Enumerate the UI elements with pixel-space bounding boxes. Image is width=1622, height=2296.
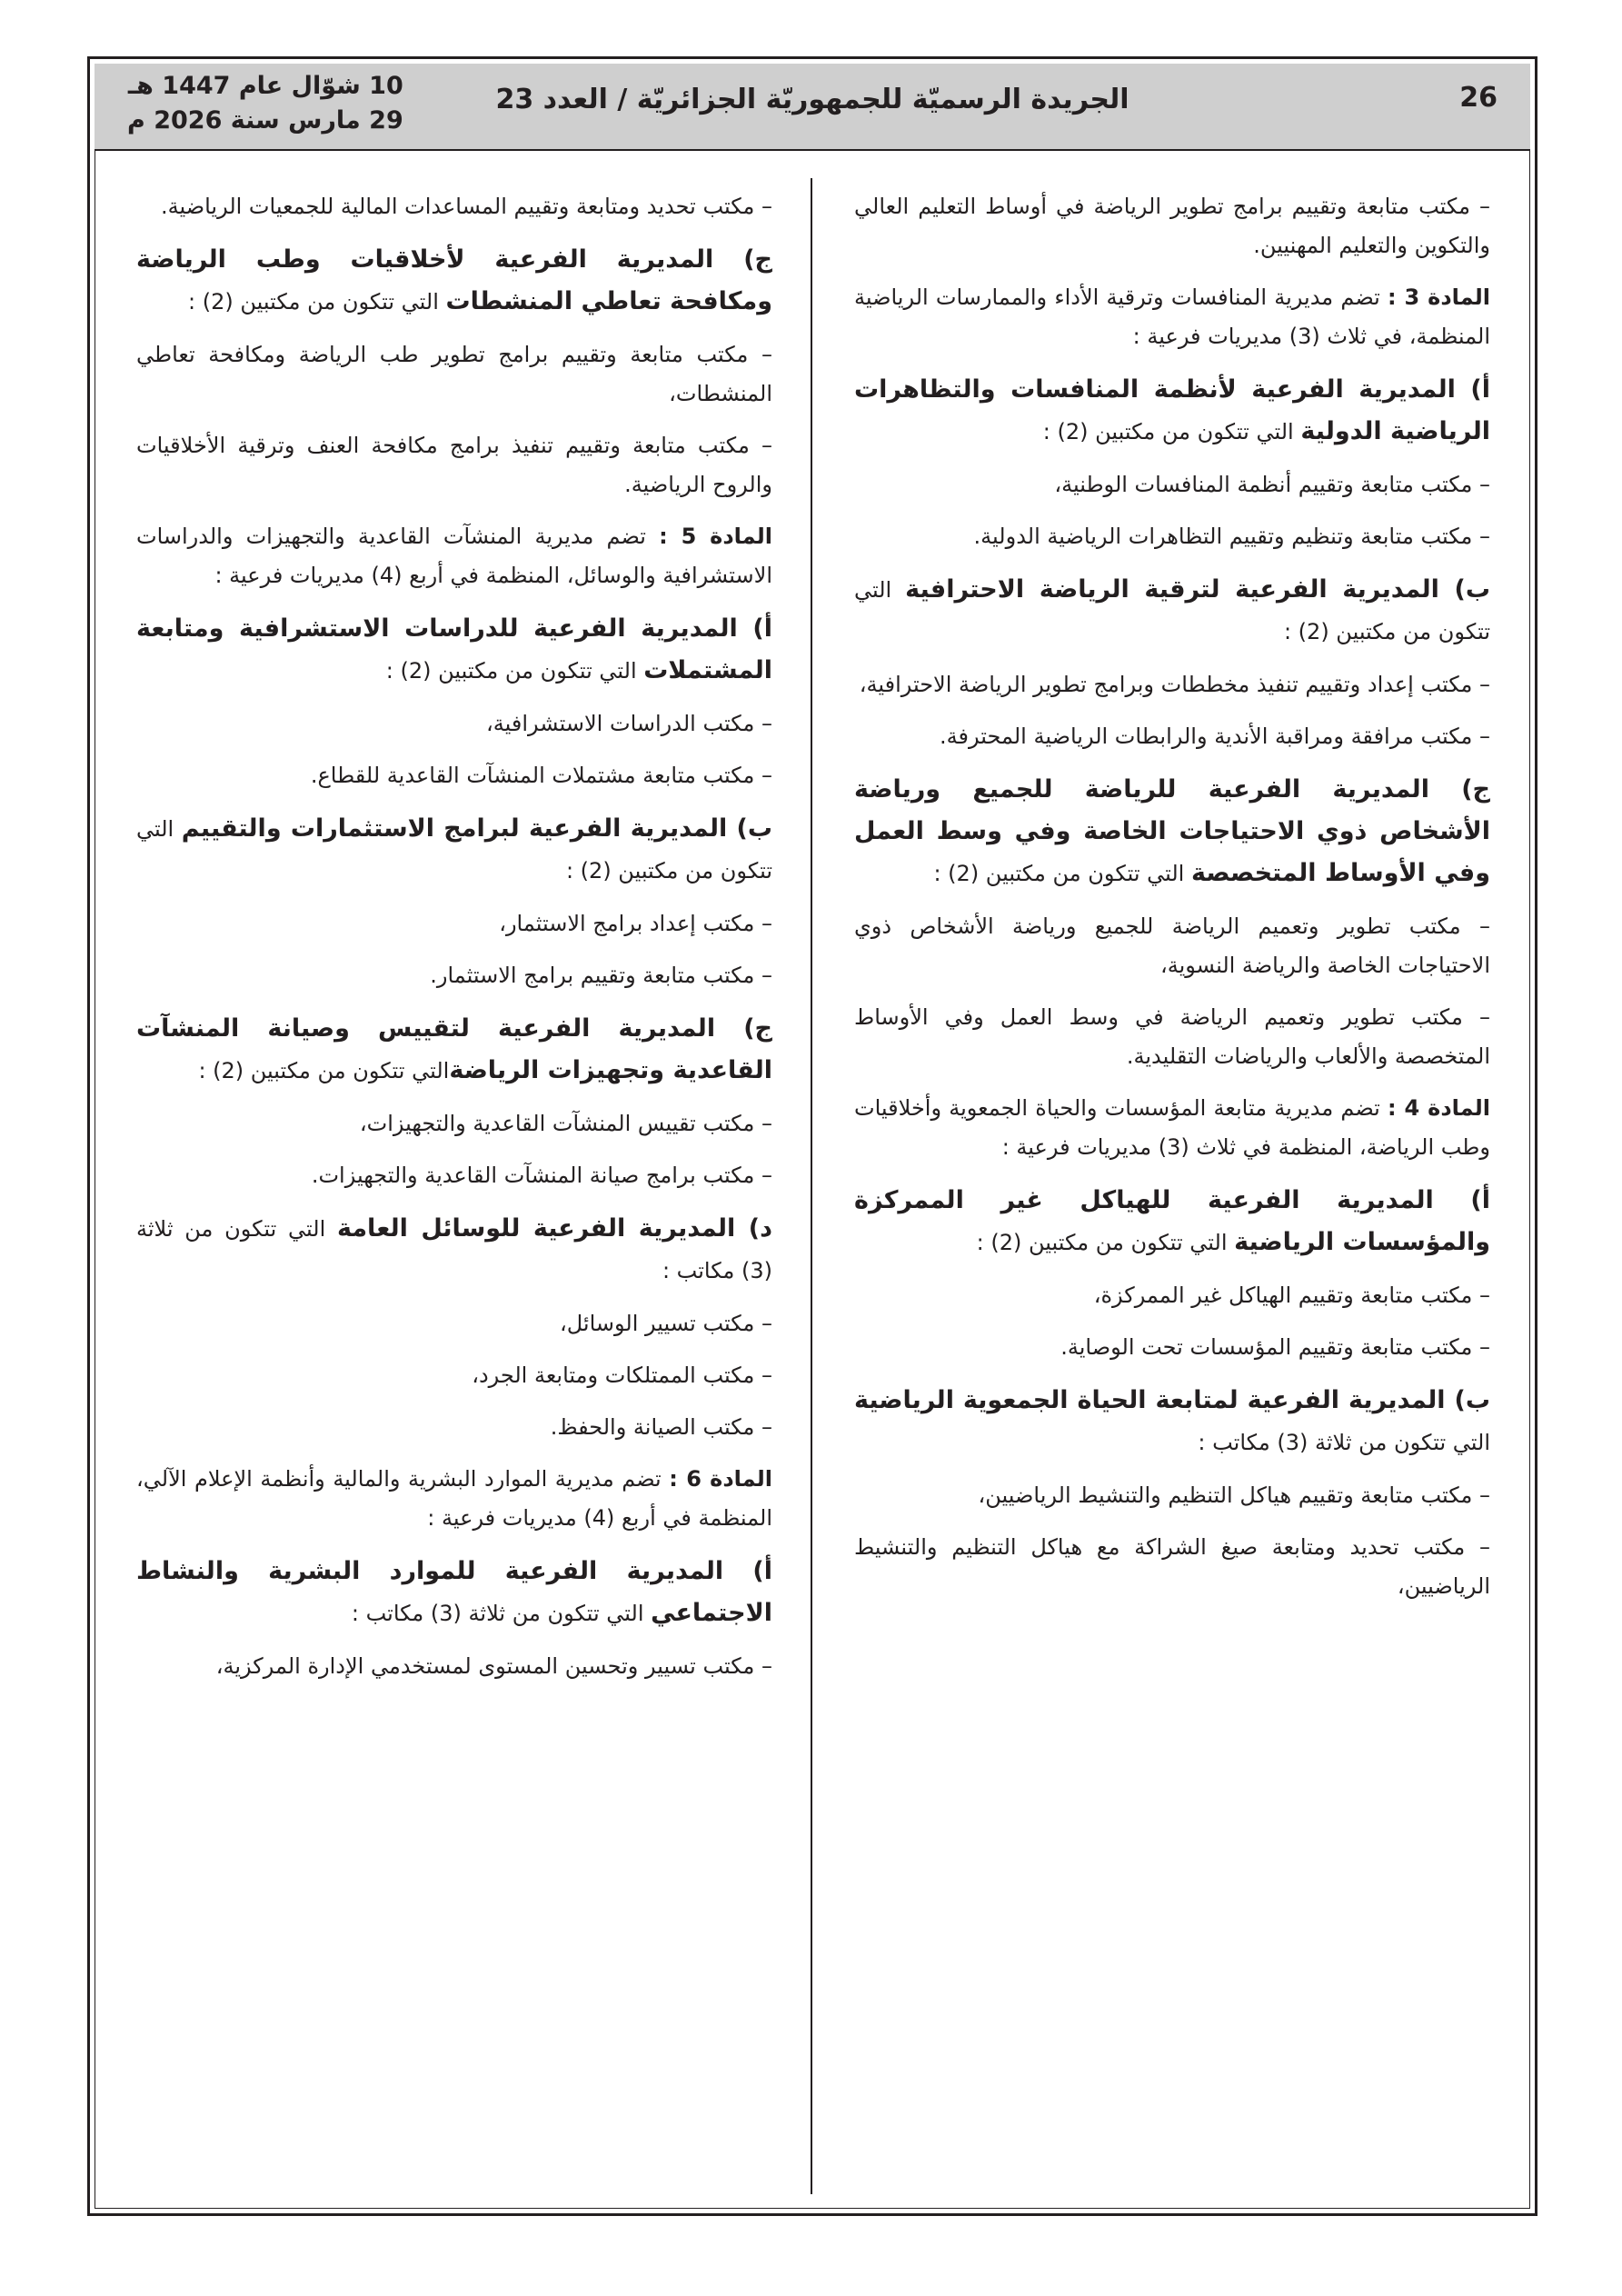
issue-date	[127, 69, 403, 138]
office-item: – مكتب تطوير وتعميم الرياضة للجميع ورياضة الأشخاص ذوي الاحتياجات الخاصة والرياضة النسوية،	[854, 913, 1490, 978]
office-item: – مكتب تحديد ومتابعة صيغ الشراكة مع هياكل التنظيم والتنشيط الرياضيين،	[854, 1534, 1490, 1599]
page-header	[95, 64, 1530, 151]
article-text: تضم مديرية المنافسات وترقية الأداء والممارسات الرياضية المنظمة، في ثلاث (3) مديريات فرعية :	[854, 285, 1490, 349]
sub-directorate-title: أ) المديرية الفرعية لأنظمة المنافسات والتظاهرات الرياضية الدولية	[854, 375, 1490, 445]
office-item: – مكتب متابعة وتقييم المؤسسات تحت الوصاية.	[1060, 1334, 1490, 1360]
article-paragraph	[136, 517, 772, 595]
sub-directorate-composition: التي تتكون من ثلاثة (3) مكاتب :	[1198, 1430, 1490, 1455]
article-label: المادة 3 :	[1388, 285, 1490, 310]
office-item: – مكتب تطوير وتعميم الرياضة في وسط العمل وفي الأوساط المتخصصة والألعاب والرياضات التقليدية.	[854, 1004, 1490, 1069]
sub-directorate-composition: التي تتكون من مكتبين (2) :	[854, 577, 1490, 644]
office-item: – مكتب الممتلكات ومتابعة الجرد،	[472, 1363, 772, 1388]
office-item: – مكتب متابعة وتقييم الهياكل غير الممركزة،	[1093, 1283, 1490, 1308]
sub-directorate-heading	[854, 369, 1490, 453]
sub-directorate-composition: التي تتكون من ثلاثة (3) مكاتب :	[136, 1216, 772, 1283]
journal-title: الجريدة الرسميّة للجمهوريّة الجزائريّة / العدد 23	[495, 84, 1129, 115]
sub-directorate-composition: التي تتكون من مكتبين (2) :	[976, 1230, 1235, 1255]
office-item: – مكتب متابعة وتقييم هياكل التنظيم والتنشيط الرياضيين،	[978, 1482, 1490, 1508]
sub-directorate-heading	[854, 1380, 1490, 1463]
office-item: – مكتب تسيير وتحسين المستوى لمستخدمي الإدارة المركزية،	[215, 1653, 772, 1679]
date-gregorian: 29 مارس سنة 2026 م	[127, 106, 403, 135]
article-text: تضم مديرية الموارد البشرية والمالية وأنظمة الإعلام الآلي، المنظمة في أربع (4) مديريات فرعية :	[136, 1466, 772, 1531]
office-item: – مكتب متابعة مشتملات المنشآت القاعدية للقطاع.	[310, 763, 772, 788]
sub-directorate-title: أ) المديرية الفرعية للموارد البشرية والنشاط الاجتماعي	[136, 1557, 772, 1627]
article-paragraph	[854, 278, 1490, 356]
sub-directorate-title: أ) المديرية الفرعية للهياكل غير الممركزة والمؤسسات الرياضية	[854, 1186, 1490, 1256]
office-item: – مكتب إعداد وتقييم تنفيذ مخططات وبرامج تطوير الرياضة الاحترافية،	[859, 672, 1490, 697]
left-column	[136, 187, 772, 2198]
sub-directorate-composition: التي تتكون من مكتبين (2) :	[1042, 419, 1301, 444]
page-number: 26	[1459, 82, 1498, 114]
article-label: المادة 4 :	[1388, 1095, 1490, 1121]
sub-directorate-title: ب) المديرية الفرعية لترقية الرياضة الاحترافية	[905, 575, 1490, 604]
right-column	[854, 187, 1490, 2198]
office-item: – مكتب برامج صيانة المنشآت القاعدية والتجهيزات.	[311, 1163, 772, 1188]
office-item: – مكتب تقييس المنشآت القاعدية والتجهيزات،	[359, 1111, 772, 1136]
article-paragraph	[854, 1089, 1490, 1167]
article-text: تضم مديرية متابعة المؤسسات والحياة الجمعوية وأخلاقيات وطب الرياضة، المنظمة في ثلاث (3) مديريات فرعية :	[854, 1095, 1490, 1160]
office-item: – مكتب الدراسات الاستشرافية،	[485, 711, 772, 736]
office-item: – مكتب تحديد ومتابعة وتقييم المساعدات المالية للجمعيات الرياضية.	[160, 194, 772, 219]
sub-directorate-heading	[854, 769, 1490, 894]
office-item: – مكتب متابعة وتقييم أنظمة المنافسات الوطنية،	[1054, 472, 1490, 497]
article-label: المادة 5 :	[659, 524, 772, 549]
sub-directorate-heading	[136, 808, 772, 892]
sub-directorate-heading	[136, 608, 772, 692]
sub-directorate-heading	[854, 569, 1490, 653]
sub-directorate-title: أ) المديرية الفرعية للدراسات الاستشرافية ومتابعة المشتملات	[136, 614, 772, 684]
office-item: – مكتب الصيانة والحفظ.	[550, 1414, 772, 1440]
office-item: – مكتب مرافقة ومراقبة الأندية والرابطات الرياضية المحترفة.	[940, 724, 1490, 749]
sub-directorate-heading	[136, 239, 772, 323]
sub-directorate-heading	[854, 1180, 1490, 1263]
sub-directorate-composition: التي تتكون من ثلاثة (3) مكاتب :	[351, 1601, 652, 1626]
sub-directorate-composition: التي تتكون من مكتبين (2) :	[187, 289, 446, 314]
sub-directorate-title: ب) المديرية الفرعية لبرامج الاستثمارات والتقييم	[181, 814, 772, 843]
article-paragraph	[136, 1460, 772, 1538]
sub-directorate-heading	[136, 1008, 772, 1092]
article-label: المادة 6 :	[669, 1466, 772, 1492]
article-text: تضم مديرية المنشآت القاعدية والتجهيزات والدراسات الاستشرافية والوسائل، المنظمة في أربع (4) مديريات فرعية :	[136, 524, 772, 588]
sub-directorate-heading	[136, 1208, 772, 1292]
sub-directorate-title: ج) المديرية الفرعية للرياضة للجميع ورياضة الأشخاص ذوي الاحتياجات الخاصة وفي وسط العمل وفي الأوساط المتخصصة	[854, 775, 1490, 887]
sub-directorate-composition: التي تتكون من مكتبين (2) :	[198, 1058, 450, 1083]
date-hijri: 10 شوّال عام 1447 هـ	[127, 72, 403, 100]
sub-directorate-composition: التي تتكون من مكتبين (2) :	[136, 816, 772, 883]
sub-directorate-title: د) المديرية الفرعية للوسائل العامة	[336, 1214, 772, 1243]
sub-directorate-title: ب) المديرية الفرعية لمتابعة الحياة الجمعوية الرياضية	[854, 1386, 1490, 1414]
sub-directorate-title: ج) المديرية الفرعية لأخلاقيات وطب الرياضة ومكافحة تعاطي المنشطات	[136, 245, 772, 315]
sub-directorate-title: ج) المديرية الفرعية لتقييس وصيانة المنشآت القاعدية وتجهيزات الرياضة	[136, 1014, 772, 1084]
office-item: – مكتب تسيير الوسائل،	[559, 1311, 772, 1336]
column-divider	[811, 178, 812, 2194]
office-item: – مكتب متابعة وتقييم برامج الاستثمار.	[430, 963, 772, 988]
office-item: – مكتب إعداد برامج الاستثمار،	[499, 911, 772, 936]
sub-directorate-composition: التي تتكون من مكتبين (2) :	[385, 658, 644, 684]
office-item: – مكتب متابعة وتقييم برامج تطوير الرياضة في أوساط التعليم العالي والتكوين والتعليم المهنيين.	[854, 194, 1490, 258]
sub-directorate-composition: التي تتكون من مكتبين (2) :	[933, 861, 1191, 886]
office-item: – مكتب متابعة وتقييم تنفيذ برامج مكافحة العنف وترقية الأخلاقيات والروح الرياضية.	[136, 433, 772, 497]
office-item: – مكتب متابعة وتنظيم وتقييم التظاهرات الرياضية الدولية.	[973, 524, 1490, 549]
office-item: – مكتب متابعة وتقييم برامج تطوير طب الرياضة ومكافحة تعاطي المنشطات،	[136, 342, 772, 406]
sub-directorate-heading	[136, 1551, 772, 1634]
